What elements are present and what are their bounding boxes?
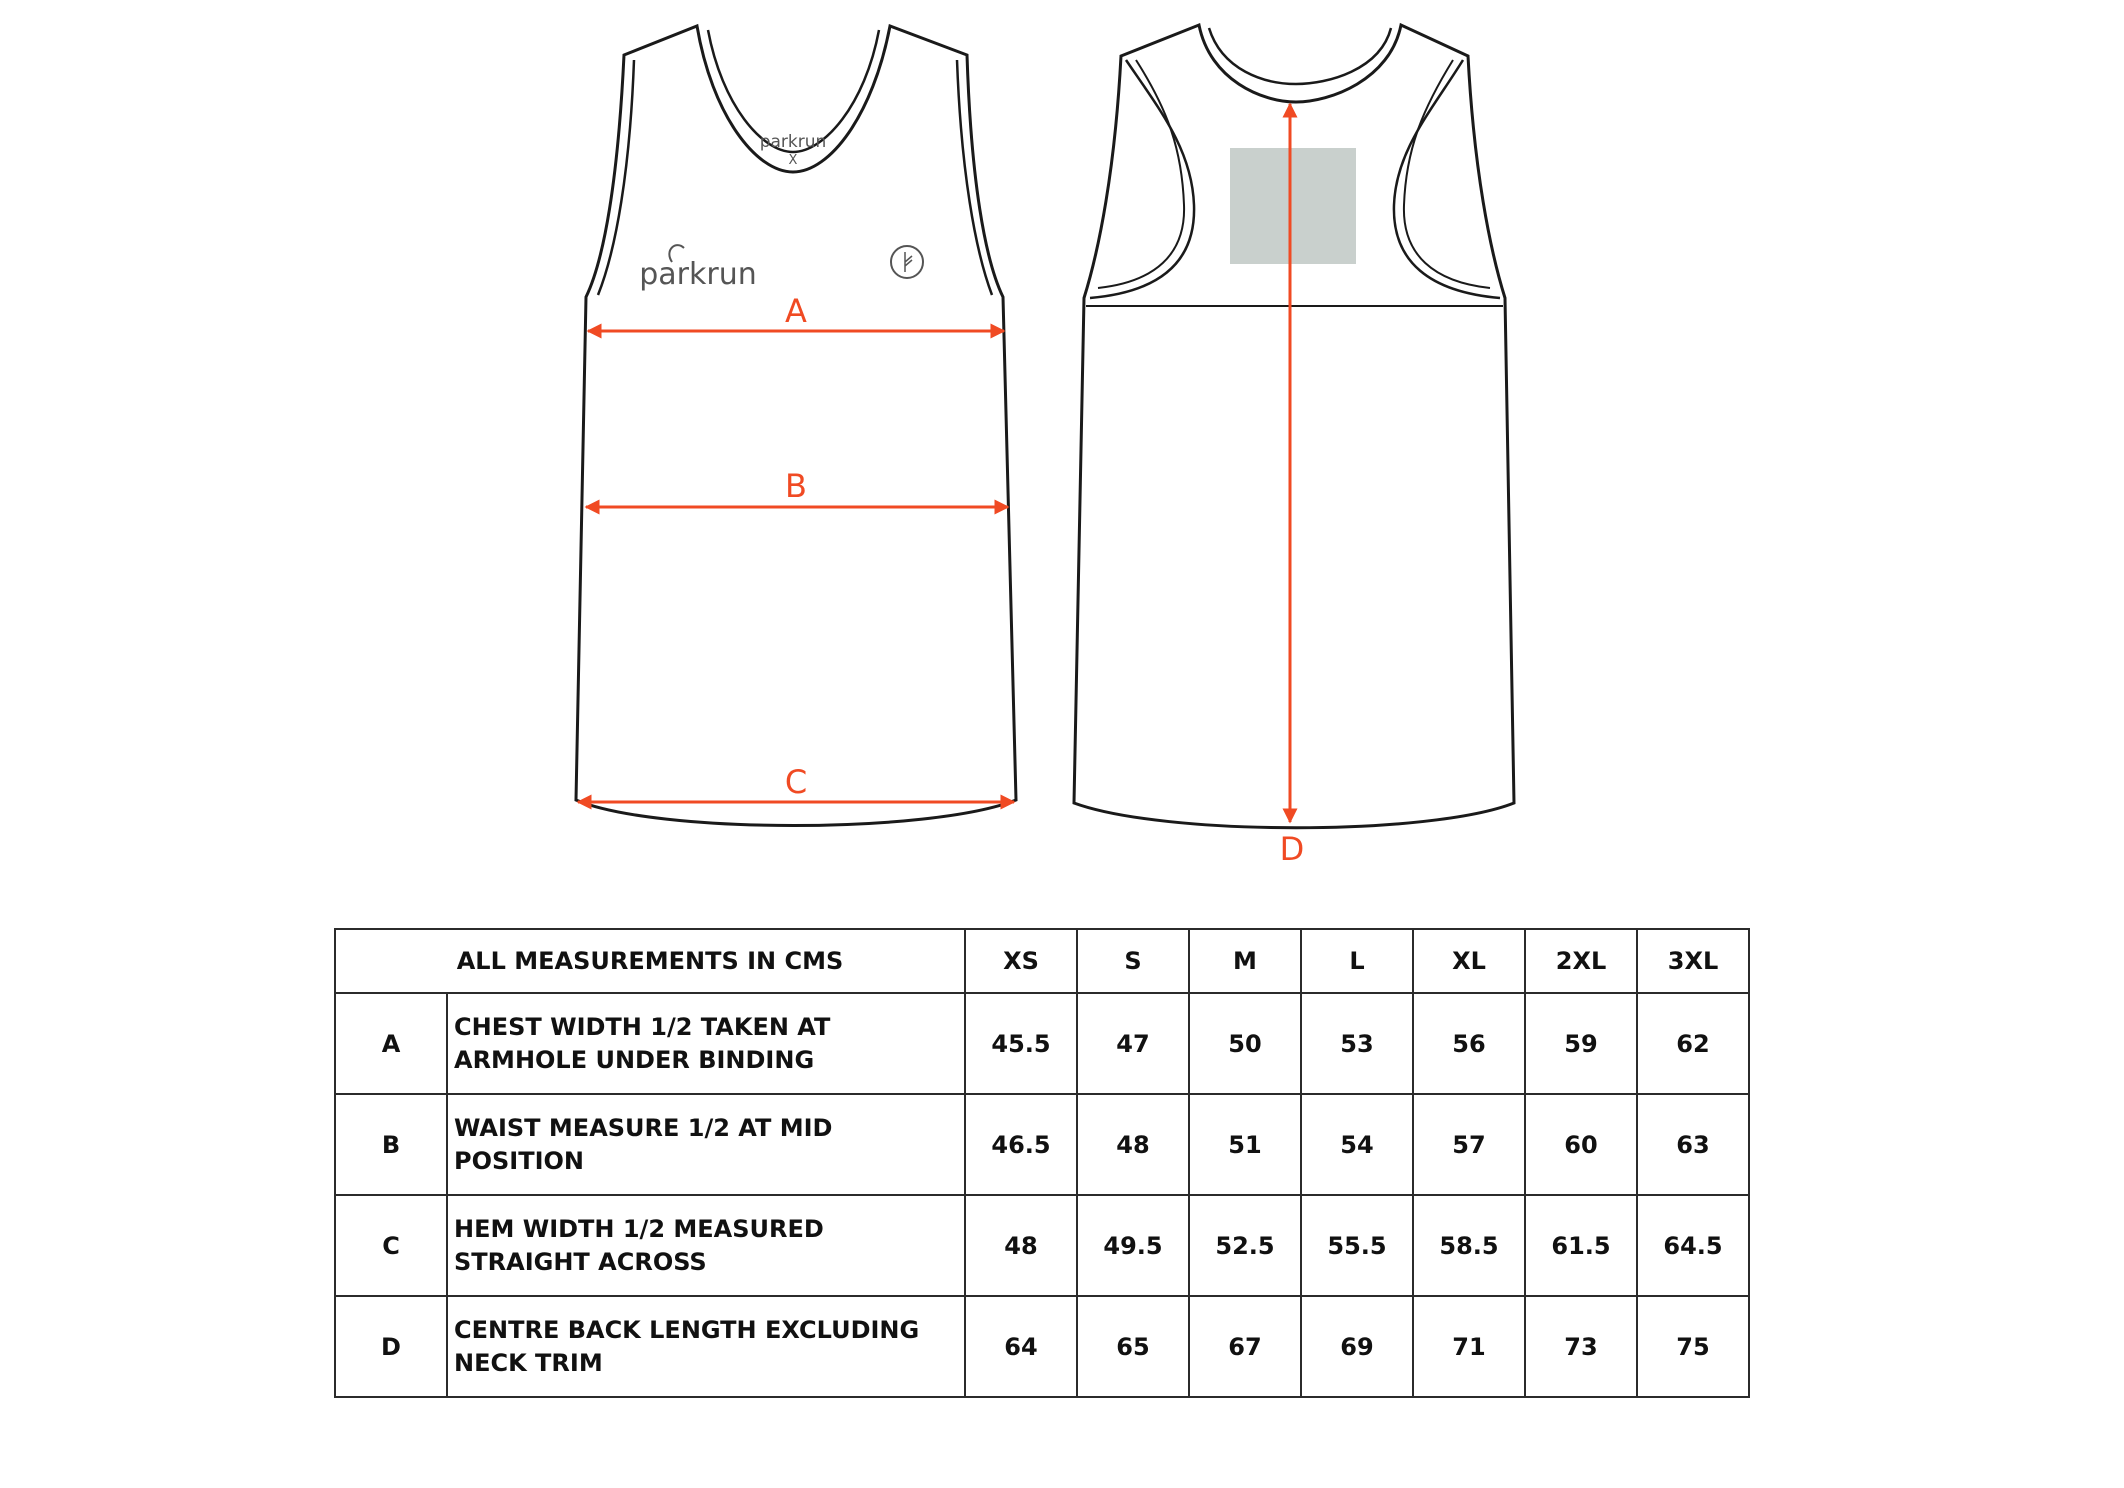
row-value: 53 (1301, 993, 1413, 1094)
row-value: 48 (1077, 1094, 1189, 1195)
row-value: 57 (1413, 1094, 1525, 1195)
back-racer-right-inner (1404, 60, 1490, 288)
row-value: 56 (1413, 993, 1525, 1094)
size-header: M (1189, 929, 1301, 993)
size-header: 3XL (1637, 929, 1749, 993)
label-d: D (1279, 830, 1305, 868)
row-value: 64.5 (1637, 1195, 1749, 1296)
label-a: A (785, 292, 807, 330)
row-key: D (335, 1296, 447, 1397)
row-description: CENTRE BACK LENGTH EXCLUDING NECK TRIM (447, 1296, 965, 1397)
row-value: 61.5 (1525, 1195, 1637, 1296)
row-value: 73 (1525, 1296, 1637, 1397)
emblem-icon (891, 246, 923, 278)
row-key: C (335, 1195, 447, 1296)
table-row (335, 1195, 1749, 1296)
row-value: 69 (1301, 1296, 1413, 1397)
back-vest-outline (1074, 25, 1514, 828)
row-value: 63 (1637, 1094, 1749, 1195)
row-value: 45.5 (965, 993, 1077, 1094)
parkrun-logo-text: parkrun (639, 257, 757, 292)
table-header-row (335, 929, 1749, 993)
row-value: 55.5 (1301, 1195, 1413, 1296)
front-neck-logo: parkrun (759, 132, 827, 152)
back-neck-trim (1209, 28, 1391, 84)
row-description: HEM WIDTH 1/2 MEASURED STRAIGHT ACROSS (447, 1195, 965, 1296)
size-header: XS (965, 929, 1077, 993)
row-key: B (335, 1094, 447, 1195)
front-neck-logo-x: X (788, 153, 798, 168)
row-value: 75 (1637, 1296, 1749, 1397)
back-vest (1074, 25, 1514, 828)
row-key: A (335, 993, 447, 1094)
row-value: 50 (1189, 993, 1301, 1094)
table-row (335, 1296, 1749, 1397)
table-row (335, 993, 1749, 1094)
row-value: 71 (1413, 1296, 1525, 1397)
row-value: 47 (1077, 993, 1189, 1094)
print-area (1230, 148, 1356, 264)
front-armhole-left (598, 60, 634, 295)
row-value: 49.5 (1077, 1195, 1189, 1296)
back-racer-left (1090, 60, 1194, 298)
size-header: L (1301, 929, 1413, 993)
row-value: 46.5 (965, 1094, 1077, 1195)
table-row (335, 1094, 1749, 1195)
row-value: 59 (1525, 993, 1637, 1094)
row-value: 51 (1189, 1094, 1301, 1195)
row-value: 58.5 (1413, 1195, 1525, 1296)
row-description: WAIST MEASURE 1/2 AT MID POSITION (447, 1094, 965, 1195)
back-racer-right (1394, 60, 1500, 298)
size-header: XL (1413, 929, 1525, 993)
size-header: S (1077, 929, 1189, 993)
row-value: 54 (1301, 1094, 1413, 1195)
parkrun-logo-icon (639, 245, 757, 292)
size-table (334, 928, 1750, 1398)
size-header: 2XL (1525, 929, 1637, 993)
row-value: 60 (1525, 1094, 1637, 1195)
row-value: 64 (965, 1296, 1077, 1397)
measurements-unit-label: ALL MEASUREMENTS IN CMS (335, 929, 965, 993)
row-description: CHEST WIDTH 1/2 TAKEN AT ARMHOLE UNDER BINDING (447, 993, 965, 1094)
row-value: 67 (1189, 1296, 1301, 1397)
label-c: C (784, 763, 808, 801)
row-value: 52.5 (1189, 1195, 1301, 1296)
row-value: 65 (1077, 1296, 1189, 1397)
label-b: B (785, 467, 807, 505)
row-value: 62 (1637, 993, 1749, 1094)
row-value: 48 (965, 1195, 1077, 1296)
